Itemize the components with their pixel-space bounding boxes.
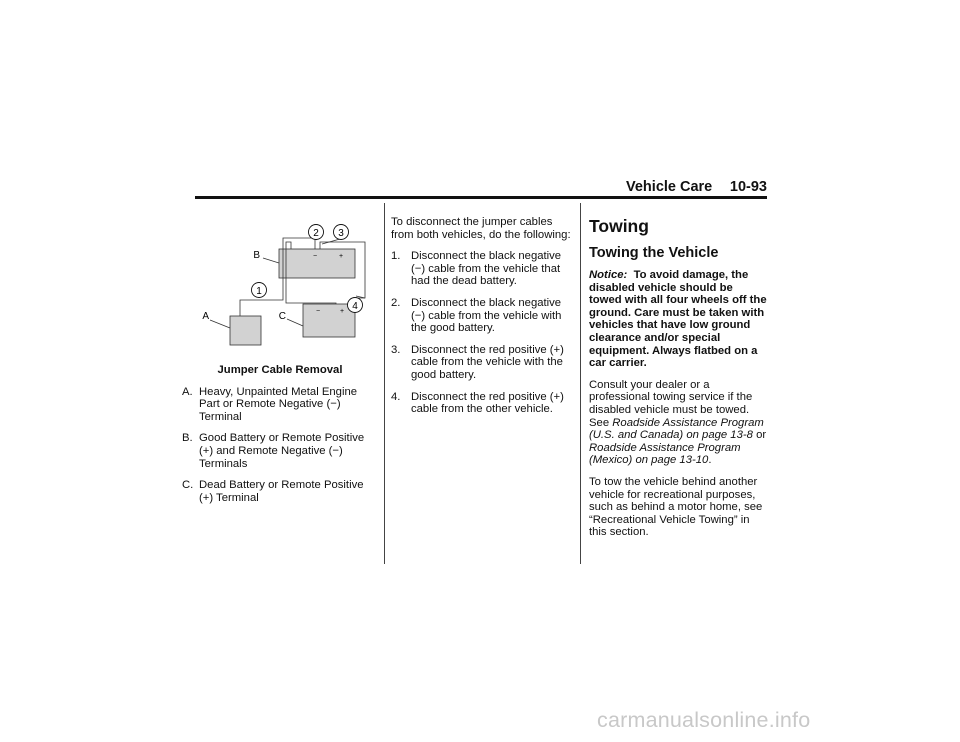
figure-caption: Jumper Cable Removal	[217, 364, 343, 376]
callout-1: 1	[256, 286, 262, 297]
notice-text: To avoid damage, the disabled vehicle should be towed with all four wheels off the ground. Care must be taken with vehicles that have low ground clearance and/or special equipment. Always flatbed on a car carrier.	[589, 269, 767, 370]
page-number: 10-93	[729, 179, 767, 195]
legend-text: Good Battery or Remote Positive (+) and Remote Negative (−) Terminals	[199, 432, 365, 470]
step-text: Disconnect the black negative (−) cable from the vehicle that had the dead battery.	[411, 250, 562, 288]
notice-label: Notice:	[589, 269, 628, 281]
legend-item	[182, 432, 378, 470]
step-item	[391, 391, 571, 416]
towing-heading: Towing	[589, 216, 649, 236]
consult-or: or	[756, 429, 767, 442]
towing-subheading: Towing the Vehicle	[589, 245, 719, 261]
legend-label: A.	[182, 385, 193, 398]
step-number: 2.	[391, 296, 401, 309]
label-a: A	[202, 311, 209, 322]
step-number: 3.	[391, 343, 401, 356]
step-text: Disconnect the red positive (+) cable from the other vehicle.	[411, 390, 564, 416]
step-number: 4.	[391, 390, 401, 403]
legend-label: C.	[182, 479, 194, 492]
recreational-paragraph: To tow the vehicle behind another vehicle for recreational purposes, such as behind a motor home, see “Recreational Vehicle Towing” in this section.	[589, 475, 763, 539]
leader-3	[322, 239, 340, 244]
dead-battery-plus: +	[339, 308, 345, 315]
leader-a	[210, 320, 230, 328]
legend-text: Heavy, Unpainted Metal Engine Part or Remote Negative (−) Terminal	[199, 385, 358, 423]
jumper-cable-diagram	[182, 208, 378, 354]
consult-paragraph	[589, 379, 767, 467]
consult-text: Consult your dealer or a professional towing service if the disabled vehicle must be towed. See	[589, 378, 753, 429]
legend-item	[182, 479, 378, 504]
label-b: B	[253, 250, 260, 261]
callout-2: 2	[313, 228, 319, 239]
step-number: 1.	[391, 250, 401, 263]
diagram-svg	[182, 208, 378, 354]
step-item	[391, 344, 571, 382]
legend-text: Dead Battery or Remote Positive (+) Terminal	[199, 479, 364, 504]
figure-legend	[182, 386, 378, 505]
step-item	[391, 250, 571, 288]
leader-b	[263, 258, 279, 263]
leader-c	[287, 319, 303, 326]
dead-battery-minus: −	[315, 308, 321, 315]
column-figure	[182, 208, 378, 513]
column-divider-1	[384, 203, 385, 564]
step-text: Disconnect the red positive (+) cable from the vehicle with the good battery.	[411, 343, 564, 381]
header-rule	[195, 196, 767, 199]
good-battery-minus: −	[312, 253, 318, 260]
column-disconnect	[391, 216, 571, 425]
reference-mexico: Roadside Assistance Program (Mexico) on page 13-10	[589, 441, 741, 467]
legend-label: B.	[182, 432, 193, 445]
callout-4: 4	[352, 301, 358, 312]
good-battery-plus: +	[338, 253, 344, 260]
legend-item	[182, 386, 378, 424]
label-c: C	[278, 311, 286, 322]
engine-ground-part	[230, 316, 261, 345]
step-item	[391, 297, 571, 335]
disconnect-intro: To disconnect the jumper cables from both vehicles, do the following:	[391, 216, 571, 241]
reference-us-canada: Roadside Assistance Program (U.S. and Canada) on page 13-8	[589, 416, 764, 442]
step-text: Disconnect the black negative (−) cable from the vehicle with the good battery.	[411, 296, 562, 335]
column-divider-2	[580, 203, 581, 564]
watermark-text: carmanualsonline.info	[597, 708, 811, 732]
notice-paragraph	[589, 269, 767, 370]
callout-3: 3	[338, 228, 344, 239]
dead-battery	[303, 304, 355, 337]
disconnect-steps	[391, 250, 571, 416]
page-header	[585, 179, 767, 197]
consult-end: .	[708, 454, 712, 467]
section-title: Vehicle Care	[626, 179, 713, 195]
column-towing	[589, 216, 767, 548]
